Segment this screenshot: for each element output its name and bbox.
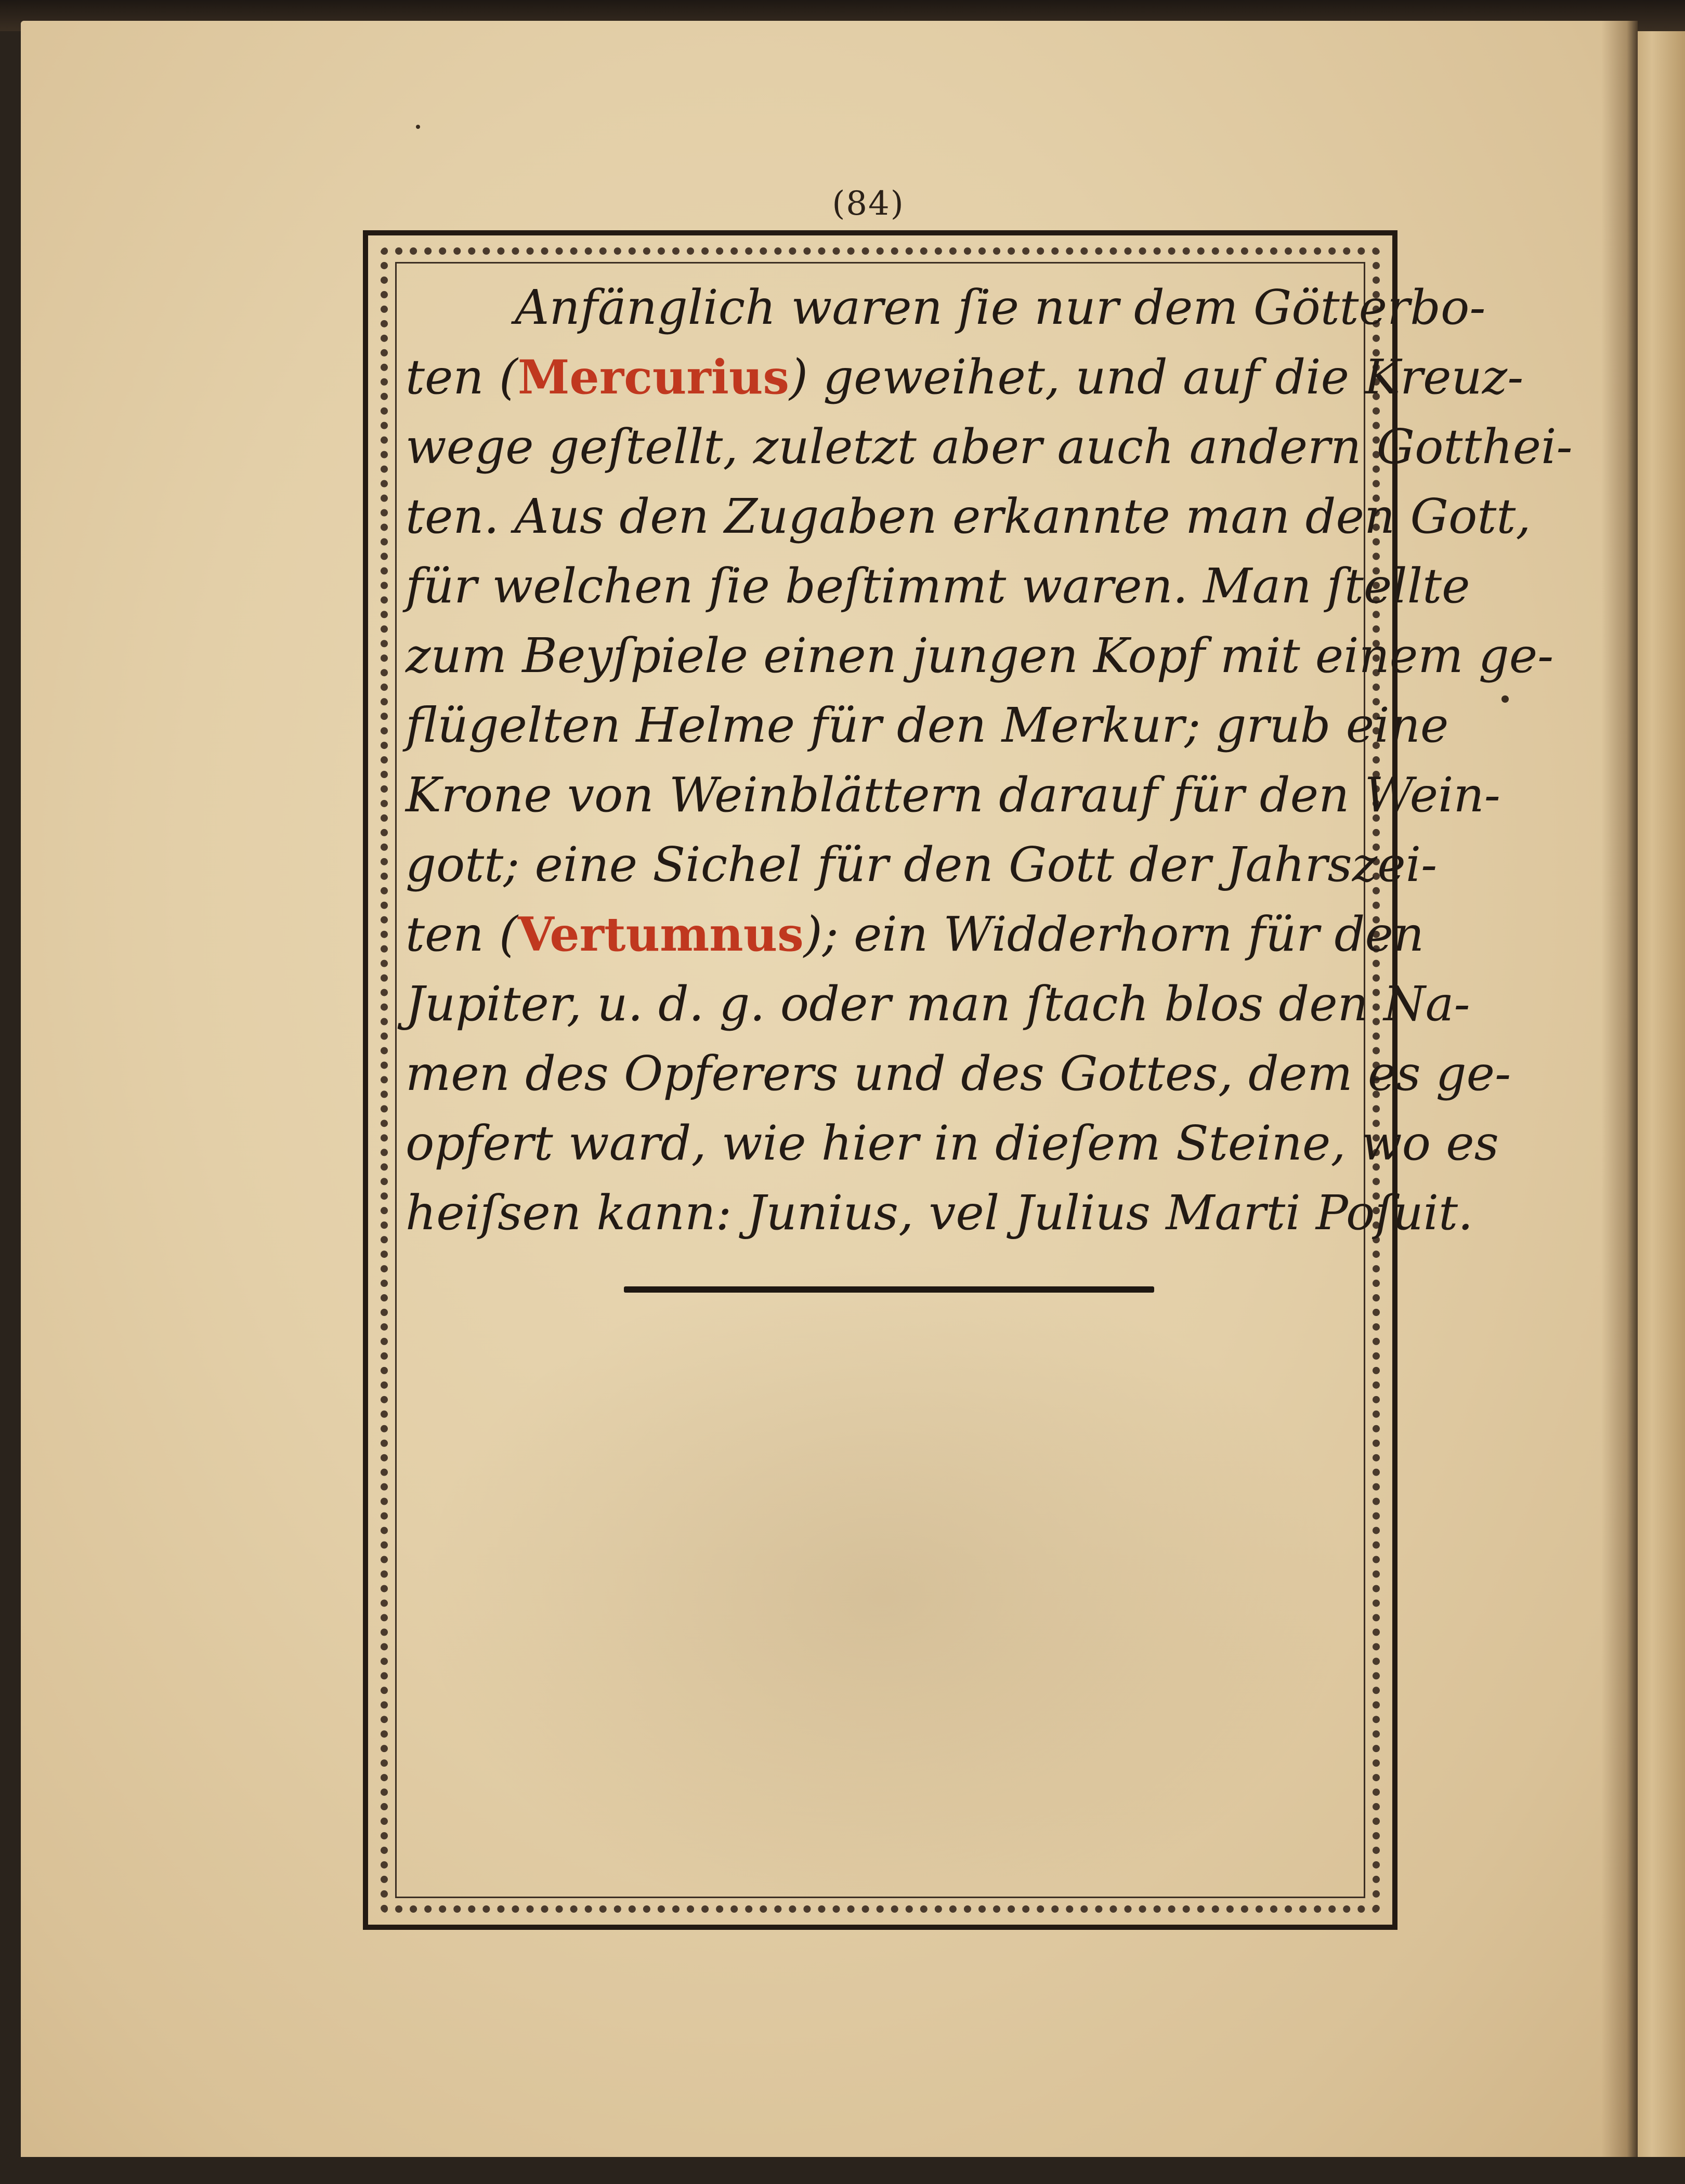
text-line: wege geſtellt, zuletzt aber auch andern Gotthei- [406, 419, 1573, 475]
text-line: Anfänglich waren ſie nur dem Götterbo- [515, 280, 1486, 335]
text-line: opfert ward, wie hier in dieſem Steine, wo es [406, 1115, 1499, 1171]
paper-speck [1501, 695, 1509, 703]
gutter-shadow [1601, 21, 1638, 2162]
page-number: (84) [832, 185, 905, 223]
text-line: ten (Mercurius) geweihet, und auf die Kreuz- [406, 349, 1524, 405]
paper-speck [416, 125, 420, 129]
text-line: men des Opferers und des Gottes, dem es ge- [406, 1046, 1511, 1101]
body-text [406, 273, 1573, 1248]
scan-edge-bottom [0, 2157, 1685, 2184]
text-line: für welchen ſie beſtimmt waren. Man ſtellte [406, 558, 1470, 614]
horizontal-rule [624, 1286, 1154, 1293]
text-line: Krone von Weinblättern darauf für den Wein- [406, 767, 1500, 823]
text-line: heiſsen kann: Junius, vel Julius Marti Poſuit. [406, 1185, 1473, 1241]
facing-page-edge [1638, 31, 1685, 2157]
rubric-word-vertumnus: Vertumnus [517, 907, 804, 962]
text-line: flügelten Helme für den Merkur; grub eine [406, 698, 1449, 753]
text-line: ten (Vertumnus); ein Widderhorn für den [406, 906, 1425, 962]
text-line: zum Beyſpiele einen jungen Kopf mit einem ge- [406, 628, 1554, 683]
text-line: gott; eine Sichel für den Gott der Jahrszei- [406, 837, 1438, 892]
text-line: ten. Aus den Zugaben erkannte man den Gott, [406, 489, 1531, 544]
text-line: Jupiter, u. d. g. oder man ſtach blos den Na- [406, 976, 1470, 1032]
rubric-word-mercurius: Mercurius [517, 350, 790, 405]
